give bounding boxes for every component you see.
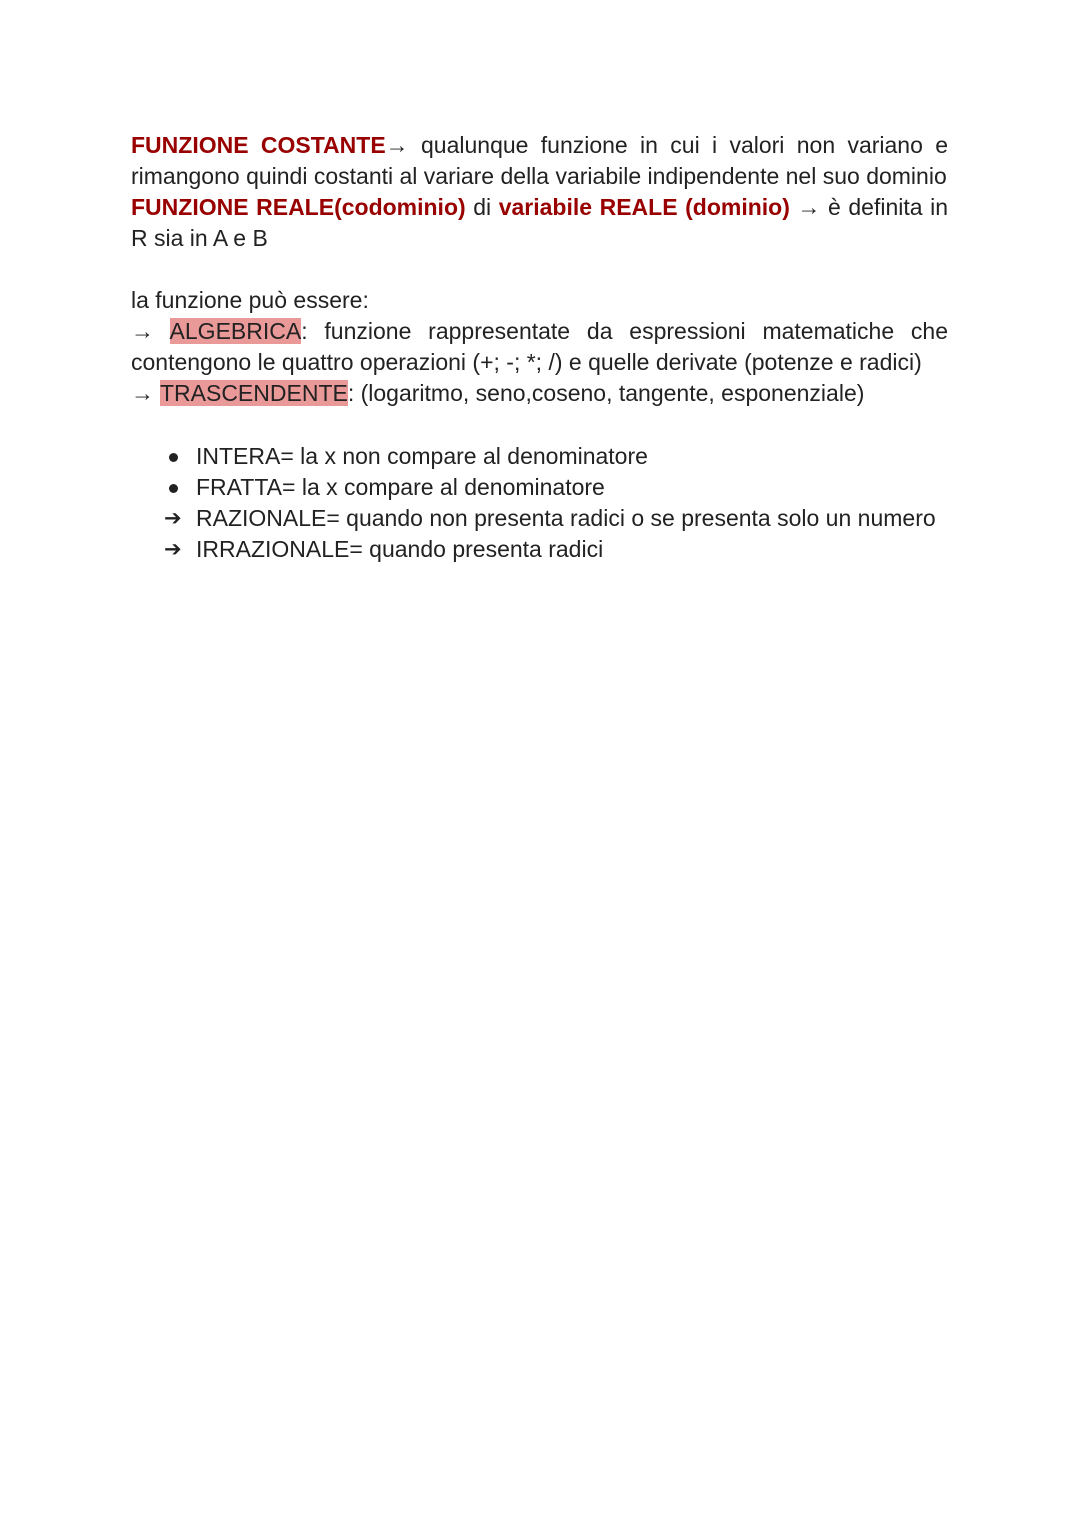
paragraph-funzione-costante [131, 130, 948, 192]
paragraph-funzione-reale [131, 192, 948, 254]
document-content [131, 130, 948, 565]
definition-funzione-costante: → qualunque funzione in cui i valori non variano e rimangono quindi costanti al variare della variabile indipendente nel suo dominio [131, 132, 948, 189]
definition-funzione-reale: → è definita in R sia in A e B [131, 194, 948, 251]
list-item-text: IRRAZIONALE= quando presenta radici [196, 536, 604, 562]
bullet-dot-icon [169, 484, 178, 493]
list-spacer [131, 409, 948, 441]
intro-text: la funzione può essere: [131, 287, 369, 313]
term-funzione-reale: FUNZIONE REALE(codominio) [131, 194, 466, 220]
bullet-dot-icon [169, 453, 178, 462]
paragraph-spacer [131, 254, 948, 285]
list-item-text: INTERA= la x non compare al denominatore [196, 443, 648, 469]
term-trascendente: TRASCENDENTE [159, 380, 348, 406]
connector-di: di [465, 194, 499, 220]
term-algebrica: ALGEBRICA [169, 318, 302, 344]
definition-algebrica: : funzione rappresentate da espressioni matematiche che contengono le quattro operazioni (+; -; *; /) e quelle derivate (potenze e radici) [131, 318, 948, 375]
list-item-razionale [131, 503, 948, 534]
term-funzione-costante: FUNZIONE COSTANTE [131, 132, 386, 158]
paragraph-algebrica [131, 316, 948, 378]
term-variabile-reale: variabile REALE (dominio) [498, 194, 790, 220]
list-item-irrazionale [131, 534, 948, 565]
arrow-trascendente: → [131, 380, 160, 406]
list-item-fratta [131, 472, 948, 503]
arrow-algebrica: → [131, 318, 170, 344]
list-item-text: FRATTA= la x compare al denominatore [196, 474, 605, 500]
paragraph-trascendente [131, 378, 948, 409]
arrow-bullet-icon: ➔ [164, 506, 182, 530]
definition-trascendente: : (logaritmo, seno,coseno, tangente, esponenziale) [347, 380, 865, 406]
arrow-bullet-icon: ➔ [164, 537, 182, 561]
classification-list [131, 441, 948, 565]
list-item-text: RAZIONALE= quando non presenta radici o se presenta solo un numero [196, 505, 936, 531]
list-item-intera [131, 441, 948, 472]
